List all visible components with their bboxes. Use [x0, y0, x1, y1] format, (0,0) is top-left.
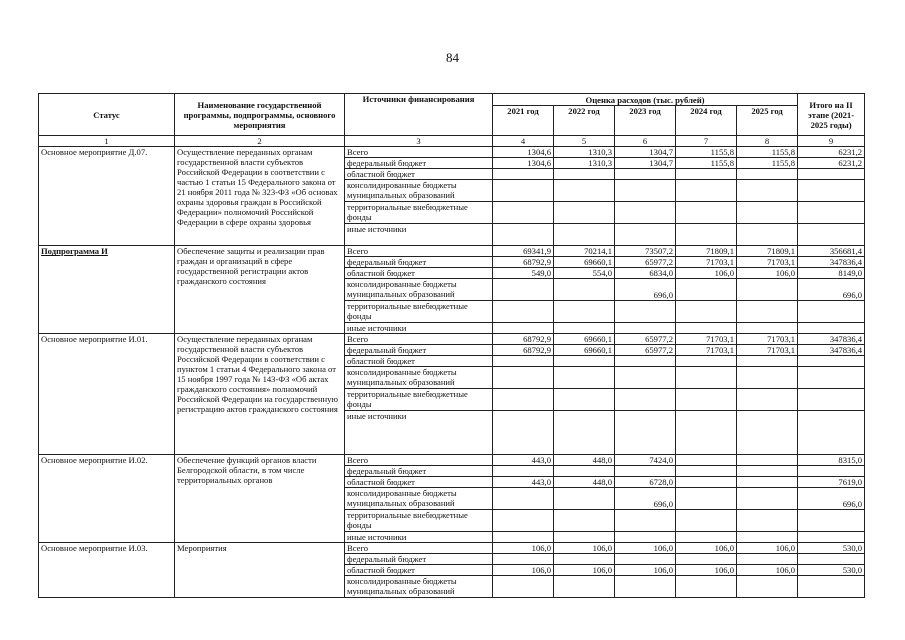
- funding-source-cell: территориальные внебюджетные фонды: [345, 301, 493, 323]
- year-value-cell: [554, 488, 615, 510]
- year-value-cell: 1155,8: [737, 147, 798, 158]
- funding-source-cell: консолидированные бюджеты муниципальных образований: [345, 488, 493, 510]
- column-number: 7: [676, 136, 737, 147]
- year-value-cell: [737, 488, 798, 510]
- year-value-cell: 554,0: [554, 268, 615, 279]
- year-value-cell: [493, 510, 554, 532]
- year-value-cell: [676, 202, 737, 224]
- year-value-cell: [676, 477, 737, 488]
- total-value-cell: 8149,0: [798, 268, 865, 279]
- year-value-cell: [676, 169, 737, 180]
- table-body: [39, 147, 865, 598]
- year-value-cell: [737, 510, 798, 532]
- year-value-cell: 106,0: [676, 543, 737, 554]
- funding-source-cell: консолидированные бюджеты муниципальных образований: [345, 576, 493, 598]
- year-value-cell: 71703,1: [676, 334, 737, 345]
- year-value-cell: [554, 466, 615, 477]
- total-value-cell: [798, 323, 865, 334]
- year-value-cell: [676, 488, 737, 510]
- year-value-cell: [554, 323, 615, 334]
- funding-source-cell: иные источники: [345, 224, 493, 246]
- funding-source-cell: иные источники: [345, 411, 493, 455]
- total-value-cell: 530,0: [798, 543, 865, 554]
- year-value-cell: [493, 389, 554, 411]
- year-value-cell: 106,0: [737, 268, 798, 279]
- year-value-cell: 443,0: [493, 455, 554, 466]
- year-value-cell: 448,0: [554, 455, 615, 466]
- year-value-cell: [615, 202, 676, 224]
- year-value-cell: [737, 224, 798, 246]
- year-value-cell: 106,0: [737, 565, 798, 576]
- year-value-cell: [554, 224, 615, 246]
- funding-source-cell: областной бюджет: [345, 169, 493, 180]
- year-value-cell: 106,0: [493, 543, 554, 554]
- column-number: 8: [737, 136, 798, 147]
- year-value-cell: [676, 455, 737, 466]
- table-row: [39, 246, 865, 257]
- year-value-cell: [737, 576, 798, 598]
- header-year: 2025 год: [737, 106, 798, 136]
- year-value-cell: [676, 411, 737, 455]
- status-cell: Основное мероприятие И.03.: [39, 543, 175, 598]
- year-value-cell: [615, 367, 676, 389]
- year-value-cell: 1310,3: [554, 147, 615, 158]
- total-value-cell: 696,0: [798, 279, 865, 301]
- year-value-cell: [737, 389, 798, 411]
- year-value-cell: [554, 576, 615, 598]
- year-value-cell: [493, 356, 554, 367]
- table-row: [39, 455, 865, 466]
- funding-source-cell: областной бюджет: [345, 268, 493, 279]
- funding-source-cell: федеральный бюджет: [345, 158, 493, 169]
- year-value-cell: [493, 323, 554, 334]
- column-number: 1: [39, 136, 175, 147]
- year-value-cell: [676, 279, 737, 301]
- funding-source-cell: федеральный бюджет: [345, 554, 493, 565]
- total-value-cell: 347836,4: [798, 257, 865, 268]
- year-value-cell: [615, 411, 676, 455]
- year-value-cell: 1155,8: [737, 158, 798, 169]
- status-cell: Основное мероприятие И.02.: [39, 455, 175, 543]
- column-number: 9: [798, 136, 865, 147]
- year-value-cell: 106,0: [615, 543, 676, 554]
- year-value-cell: 1304,6: [493, 158, 554, 169]
- year-value-cell: [615, 554, 676, 565]
- year-value-cell: [493, 367, 554, 389]
- year-value-cell: 1155,8: [676, 158, 737, 169]
- total-value-cell: [798, 411, 865, 455]
- total-value-cell: [798, 202, 865, 224]
- total-value-cell: [798, 224, 865, 246]
- year-value-cell: 65977,2: [615, 345, 676, 356]
- year-value-cell: 71809,1: [737, 246, 798, 257]
- header-funding-sources: Источники финансирования: [345, 94, 493, 136]
- funding-source-cell: областной бюджет: [345, 356, 493, 367]
- total-value-cell: [798, 180, 865, 202]
- year-value-cell: [615, 180, 676, 202]
- funding-source-cell: Всего: [345, 246, 493, 257]
- year-value-cell: [554, 411, 615, 455]
- year-value-cell: [737, 466, 798, 477]
- program-name-cell: Осуществление переданных органам государственной власти субъектов Российской Федерации в соответствии с частью 1 статьи 15 Федерального закона от 21 ноября 2011 года № 323-ФЗ «Об основах охраны здоровья граждан в Российской Федерации» полномочий Российской Федерации в сфере охраны здоровья: [175, 147, 345, 246]
- year-value-cell: [737, 180, 798, 202]
- year-value-cell: [554, 279, 615, 301]
- year-value-cell: [493, 169, 554, 180]
- year-value-cell: [737, 169, 798, 180]
- year-value-cell: [493, 532, 554, 543]
- year-value-cell: [676, 510, 737, 532]
- year-value-cell: 68792,9: [493, 345, 554, 356]
- year-value-cell: [615, 323, 676, 334]
- year-value-cell: [737, 367, 798, 389]
- total-value-cell: [798, 510, 865, 532]
- total-value-cell: [798, 301, 865, 323]
- year-value-cell: 69660,1: [554, 257, 615, 268]
- year-value-cell: 443,0: [493, 477, 554, 488]
- year-value-cell: 106,0: [676, 268, 737, 279]
- year-value-cell: 71809,1: [676, 246, 737, 257]
- year-value-cell: 69660,1: [554, 345, 615, 356]
- total-value-cell: 347836,4: [798, 334, 865, 345]
- status-cell: Основное мероприятие Д.07.: [39, 147, 175, 246]
- funding-source-cell: территориальные внебюджетные фонды: [345, 510, 493, 532]
- total-value-cell: 6231,2: [798, 158, 865, 169]
- year-value-cell: [737, 455, 798, 466]
- funding-source-cell: федеральный бюджет: [345, 466, 493, 477]
- year-value-cell: [737, 411, 798, 455]
- year-value-cell: [737, 279, 798, 301]
- funding-source-cell: федеральный бюджет: [345, 257, 493, 268]
- year-value-cell: [493, 224, 554, 246]
- year-value-cell: [493, 488, 554, 510]
- year-value-cell: [737, 323, 798, 334]
- year-value-cell: 448,0: [554, 477, 615, 488]
- total-value-cell: [798, 169, 865, 180]
- year-value-cell: [737, 202, 798, 224]
- year-value-cell: [554, 169, 615, 180]
- year-value-cell: [554, 301, 615, 323]
- year-value-cell: [676, 466, 737, 477]
- year-value-cell: [615, 169, 676, 180]
- total-value-cell: 6231,2: [798, 147, 865, 158]
- total-value-cell: [798, 367, 865, 389]
- year-value-cell: 7424,0: [615, 455, 676, 466]
- funding-source-cell: областной бюджет: [345, 565, 493, 576]
- year-value-cell: [493, 576, 554, 598]
- year-value-cell: 1310,3: [554, 158, 615, 169]
- year-value-cell: [615, 224, 676, 246]
- year-value-cell: [615, 466, 676, 477]
- year-value-cell: [493, 466, 554, 477]
- funding-source-cell: Всего: [345, 543, 493, 554]
- funding-source-cell: консолидированные бюджеты муниципальных образований: [345, 180, 493, 202]
- year-value-cell: 71703,1: [737, 257, 798, 268]
- column-number: 2: [175, 136, 345, 147]
- year-value-cell: 68792,9: [493, 334, 554, 345]
- year-value-cell: 696,0: [615, 488, 676, 510]
- status-cell: Подпрограмма И: [39, 246, 175, 334]
- year-value-cell: 549,0: [493, 268, 554, 279]
- year-value-cell: [676, 576, 737, 598]
- program-name-cell: Обеспечение защиты и реализации прав граждан и организаций в сфере государственной регистрации актов гражданского состояния: [175, 246, 345, 334]
- year-value-cell: [737, 477, 798, 488]
- year-value-cell: [615, 532, 676, 543]
- year-value-cell: [615, 510, 676, 532]
- funding-source-cell: территориальные внебюджетные фонды: [345, 202, 493, 224]
- total-value-cell: 356681,4: [798, 246, 865, 257]
- year-value-cell: [615, 389, 676, 411]
- funding-source-cell: консолидированные бюджеты муниципальных образований: [345, 367, 493, 389]
- year-value-cell: 106,0: [493, 565, 554, 576]
- year-value-cell: 1304,6: [493, 147, 554, 158]
- table-row: [39, 334, 865, 345]
- year-value-cell: [554, 389, 615, 411]
- year-value-cell: [493, 279, 554, 301]
- year-value-cell: [676, 356, 737, 367]
- year-value-cell: 69341,9: [493, 246, 554, 257]
- year-value-cell: 6834,0: [615, 268, 676, 279]
- total-value-cell: [798, 554, 865, 565]
- header-year: 2024 год: [676, 106, 737, 136]
- total-value-cell: 8315,0: [798, 455, 865, 466]
- total-value-cell: [798, 466, 865, 477]
- year-value-cell: [554, 532, 615, 543]
- year-value-cell: [676, 323, 737, 334]
- header-cost-estimate: Оценка расходов (тыс. рублей): [493, 94, 798, 106]
- year-value-cell: [554, 367, 615, 389]
- year-value-cell: [676, 301, 737, 323]
- year-value-cell: [737, 532, 798, 543]
- year-value-cell: 106,0: [554, 543, 615, 554]
- funding-source-cell: иные источники: [345, 532, 493, 543]
- year-value-cell: [554, 180, 615, 202]
- header-program-name: Наименование государственной программы, подпрограммы, основного мероприятия: [175, 94, 345, 136]
- total-value-cell: 7619,0: [798, 477, 865, 488]
- year-value-cell: [676, 180, 737, 202]
- funding-source-cell: Всего: [345, 334, 493, 345]
- total-value-cell: 347836,4: [798, 345, 865, 356]
- year-value-cell: [676, 224, 737, 246]
- year-value-cell: [737, 554, 798, 565]
- column-number: 6: [615, 136, 676, 147]
- funding-source-cell: консолидированные бюджеты муниципальных образований: [345, 279, 493, 301]
- year-value-cell: 71703,1: [737, 334, 798, 345]
- year-value-cell: 106,0: [676, 565, 737, 576]
- year-value-cell: [615, 356, 676, 367]
- year-value-cell: [554, 202, 615, 224]
- year-value-cell: [615, 576, 676, 598]
- year-value-cell: 6728,0: [615, 477, 676, 488]
- year-value-cell: 106,0: [737, 543, 798, 554]
- year-value-cell: [676, 532, 737, 543]
- table-row: [39, 147, 865, 158]
- table-row: [39, 543, 865, 554]
- year-value-cell: [676, 367, 737, 389]
- year-value-cell: 71703,1: [676, 257, 737, 268]
- column-number: 4: [493, 136, 554, 147]
- year-value-cell: [615, 301, 676, 323]
- year-value-cell: 73507,2: [615, 246, 676, 257]
- year-value-cell: 71703,1: [737, 345, 798, 356]
- header-year: 2023 год: [615, 106, 676, 136]
- status-cell: Основное мероприятие И.01.: [39, 334, 175, 455]
- total-value-cell: [798, 576, 865, 598]
- year-value-cell: 71703,1: [676, 345, 737, 356]
- year-value-cell: [493, 301, 554, 323]
- funding-source-cell: областной бюджет: [345, 477, 493, 488]
- year-value-cell: 1304,7: [615, 147, 676, 158]
- year-value-cell: 696,0: [615, 279, 676, 301]
- year-value-cell: 65977,2: [615, 334, 676, 345]
- column-number: 3: [345, 136, 493, 147]
- funding-source-cell: Всего: [345, 455, 493, 466]
- year-value-cell: 68792,9: [493, 257, 554, 268]
- funding-source-cell: территориальные внебюджетные фонды: [345, 389, 493, 411]
- header-year: 2022 год: [554, 106, 615, 136]
- column-number: 5: [554, 136, 615, 147]
- year-value-cell: [554, 356, 615, 367]
- year-value-cell: 65977,2: [615, 257, 676, 268]
- total-value-cell: 530,0: [798, 565, 865, 576]
- year-value-cell: 70214,1: [554, 246, 615, 257]
- header-total: Итого на II этапе (2021-2025 годы): [798, 94, 865, 136]
- total-value-cell: [798, 356, 865, 367]
- total-value-cell: 696,0: [798, 488, 865, 510]
- year-value-cell: [737, 356, 798, 367]
- year-value-cell: [493, 180, 554, 202]
- year-value-cell: 106,0: [615, 565, 676, 576]
- year-value-cell: [554, 510, 615, 532]
- year-value-cell: [554, 554, 615, 565]
- total-value-cell: [798, 389, 865, 411]
- page-number: 84: [446, 50, 459, 65]
- program-name-cell: Обеспечение функций органов власти Белгородской области, в том числе территориальных органов: [175, 455, 345, 543]
- year-value-cell: [493, 411, 554, 455]
- year-value-cell: 69660,1: [554, 334, 615, 345]
- funding-source-cell: федеральный бюджет: [345, 345, 493, 356]
- year-value-cell: [676, 389, 737, 411]
- year-value-cell: [737, 301, 798, 323]
- year-value-cell: 106,0: [554, 565, 615, 576]
- funding-source-cell: иные источники: [345, 323, 493, 334]
- funding-source-cell: Всего: [345, 147, 493, 158]
- year-value-cell: [676, 554, 737, 565]
- program-name-cell: Осуществление переданных органам государственной власти субъектов Российской Федерации в соответствии с пунктом 1 статьи 4 Федерального закона от 15 ноября 1997 года № 143-ФЗ «Об актах гражданского состояния» полномочий Российской Федерации на государственную регистрацию актов гражданского состояния: [175, 334, 345, 455]
- year-value-cell: [493, 554, 554, 565]
- program-name-cell: Мероприятия: [175, 543, 345, 598]
- year-value-cell: 1304,7: [615, 158, 676, 169]
- header-status: Статус: [39, 94, 175, 136]
- year-value-cell: 1155,8: [676, 147, 737, 158]
- total-value-cell: [798, 532, 865, 543]
- year-value-cell: [493, 202, 554, 224]
- budget-table: [38, 93, 865, 598]
- header-year: 2021 год: [493, 106, 554, 136]
